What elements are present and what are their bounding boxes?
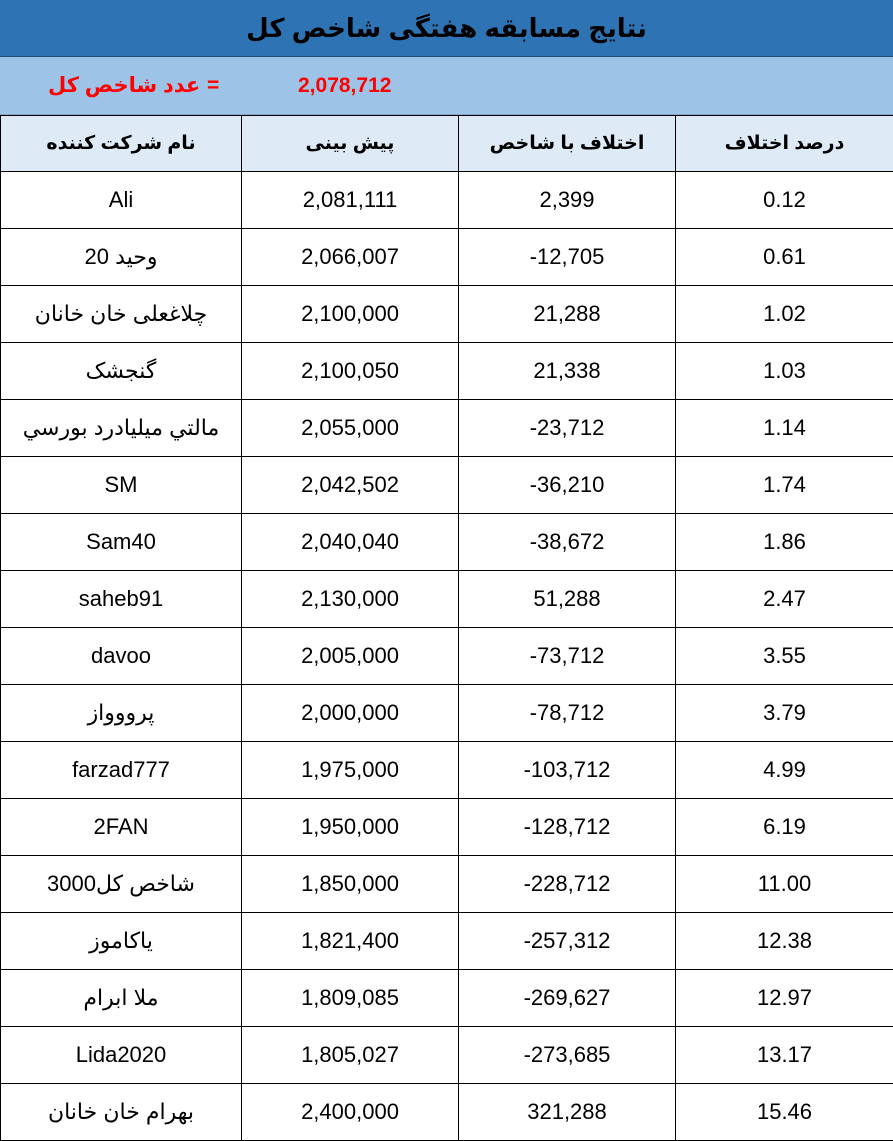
cell-prediction: 1,950,000 <box>242 799 459 856</box>
table-row <box>1 1027 893 1084</box>
cell-prediction: 2,100,050 <box>242 343 459 400</box>
cell-name: گنجشک <box>1 343 242 400</box>
cell-difference: 21,338 <box>459 343 676 400</box>
cell-percent: 6.19 <box>676 799 893 856</box>
cell-prediction: 2,000,000 <box>242 685 459 742</box>
cell-percent: 1.86 <box>676 514 893 571</box>
cell-prediction: 1,809,085 <box>242 970 459 1027</box>
table-row <box>1 172 893 229</box>
cell-difference: 51,288 <box>459 571 676 628</box>
cell-name: ملا ابرام <box>1 970 242 1027</box>
table-row <box>1 685 893 742</box>
cell-difference: 2,399 <box>459 172 676 229</box>
cell-percent: 15.46 <box>676 1084 893 1141</box>
cell-name: وحید 20 <box>1 229 242 286</box>
header-name: نام شرکت کننده <box>1 116 242 172</box>
cell-prediction: 2,055,000 <box>242 400 459 457</box>
cell-name: مالتي ميليادرد بورسي <box>1 400 242 457</box>
results-table <box>0 115 893 1141</box>
cell-difference: -23,712 <box>459 400 676 457</box>
cell-difference: -73,712 <box>459 628 676 685</box>
header-row <box>1 116 893 172</box>
cell-percent: 11.00 <box>676 856 893 913</box>
cell-percent: 1.74 <box>676 457 893 514</box>
cell-prediction: 2,130,000 <box>242 571 459 628</box>
table-row <box>1 856 893 913</box>
cell-name: چلاغعلی خان خانان <box>1 286 242 343</box>
cell-difference: -269,627 <box>459 970 676 1027</box>
cell-percent: 12.38 <box>676 913 893 970</box>
cell-percent: 4.99 <box>676 742 893 799</box>
cell-name: SM <box>1 457 242 514</box>
cell-percent: 13.17 <box>676 1027 893 1084</box>
cell-name: بهرام خان خانان <box>1 1084 242 1141</box>
header-prediction: پیش بینی <box>242 116 459 172</box>
cell-difference: -38,672 <box>459 514 676 571</box>
table-row <box>1 1084 893 1141</box>
table-row <box>1 343 893 400</box>
cell-name: Lida2020 <box>1 1027 242 1084</box>
header-percent: درصد اختلاف <box>676 116 893 172</box>
cell-name: saheb91 <box>1 571 242 628</box>
table-row <box>1 400 893 457</box>
cell-name: شاخص کل3000 <box>1 856 242 913</box>
cell-percent: 1.03 <box>676 343 893 400</box>
cell-difference: -12,705 <box>459 229 676 286</box>
table-row <box>1 229 893 286</box>
cell-percent: 3.55 <box>676 628 893 685</box>
cell-percent: 0.12 <box>676 172 893 229</box>
cell-name: farzad777 <box>1 742 242 799</box>
cell-difference: 21,288 <box>459 286 676 343</box>
cell-prediction: 2,040,040 <box>242 514 459 571</box>
cell-name: پرووواز <box>1 685 242 742</box>
cell-name: Sam40 <box>1 514 242 571</box>
cell-prediction: 2,081,111 <box>242 172 459 229</box>
table-row <box>1 571 893 628</box>
cell-prediction: 2,100,000 <box>242 286 459 343</box>
table-row <box>1 970 893 1027</box>
header-difference: اختلاف با شاخص <box>459 116 676 172</box>
cell-percent: 2.47 <box>676 571 893 628</box>
cell-difference: -257,312 <box>459 913 676 970</box>
cell-difference: -78,712 <box>459 685 676 742</box>
cell-percent: 12.97 <box>676 970 893 1027</box>
table-row <box>1 799 893 856</box>
cell-name: Ali <box>1 172 242 229</box>
cell-prediction: 2,005,000 <box>242 628 459 685</box>
cell-prediction: 2,400,000 <box>242 1084 459 1141</box>
index-equals-sign: = <box>207 74 220 97</box>
table-row <box>1 514 893 571</box>
cell-prediction: 2,066,007 <box>242 229 459 286</box>
table-row <box>1 286 893 343</box>
cell-percent: 1.14 <box>676 400 893 457</box>
cell-prediction: 1,850,000 <box>242 856 459 913</box>
cell-name: davoo <box>1 628 242 685</box>
index-value: 2,078,712 <box>298 74 392 97</box>
cell-difference: -273,685 <box>459 1027 676 1084</box>
cell-difference: -128,712 <box>459 799 676 856</box>
index-label: عدد شاخص کل <box>48 74 201 97</box>
cell-prediction: 1,805,027 <box>242 1027 459 1084</box>
table-row <box>1 913 893 970</box>
cell-name: 2FAN <box>1 799 242 856</box>
cell-percent: 0.61 <box>676 229 893 286</box>
cell-name: یاکاموز <box>1 913 242 970</box>
cell-prediction: 1,821,400 <box>242 913 459 970</box>
cell-percent: 3.79 <box>676 685 893 742</box>
table-row <box>1 628 893 685</box>
cell-difference: -36,210 <box>459 457 676 514</box>
table-row <box>1 457 893 514</box>
cell-difference: -228,712 <box>459 856 676 913</box>
index-summary-row <box>0 57 893 115</box>
cell-percent: 1.02 <box>676 286 893 343</box>
cell-difference: -103,712 <box>459 742 676 799</box>
table-row <box>1 742 893 799</box>
cell-difference: 321,288 <box>459 1084 676 1141</box>
cell-prediction: 1,975,000 <box>242 742 459 799</box>
sheet-title: نتایج مسابقه هفتگی شاخص کل <box>0 0 893 57</box>
cell-prediction: 2,042,502 <box>242 457 459 514</box>
